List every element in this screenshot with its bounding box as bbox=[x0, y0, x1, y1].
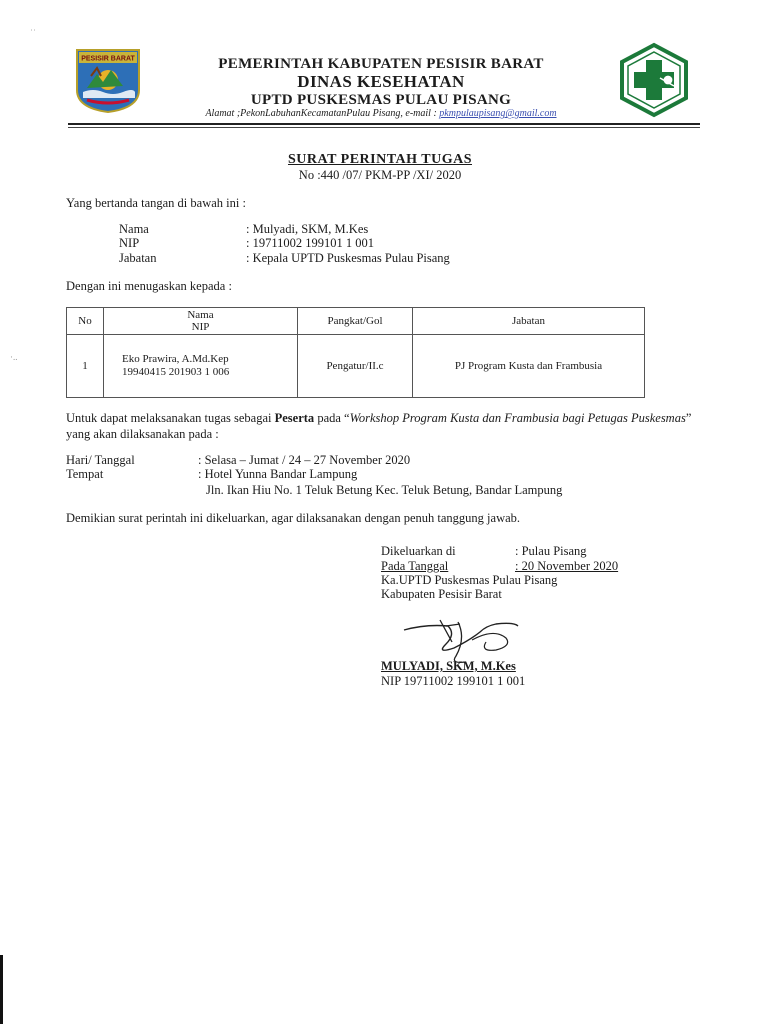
table-header-row bbox=[67, 308, 645, 335]
purpose-text-1: Untuk dapat melaksanakan tugas sebagai bbox=[66, 411, 275, 425]
cell-pangkat: Pengatur/II.c bbox=[298, 335, 413, 398]
signer-printed-nip: NIP 19711002 199101 1 001 bbox=[381, 674, 526, 688]
letterhead-rule-thick bbox=[68, 123, 700, 125]
email-link[interactable]: pkmpulaupisang@gmail.com bbox=[439, 108, 557, 119]
header-nip: NIP bbox=[191, 321, 210, 333]
purpose-text-2: pada “ bbox=[314, 411, 350, 425]
document-number: No :440 /07/ PKM-PP /XI/ 2020 bbox=[298, 168, 462, 182]
signer-name-value: : Mulyadi, SKM, M.Kes bbox=[246, 222, 369, 236]
schedule-day-label: Hari/ Tanggal bbox=[66, 453, 135, 467]
cell-no: 1 bbox=[67, 335, 104, 398]
letterhead-address bbox=[150, 108, 612, 119]
issued-at-label: Dikeluarkan di bbox=[381, 544, 456, 558]
assign-intro-text: Dengan ini menugaskan kepada : bbox=[66, 279, 232, 293]
scan-speck: ·.. bbox=[10, 352, 18, 362]
document-title: SURAT PERINTAH TUGAS bbox=[287, 152, 472, 167]
cell-nip: 19940415 201903 1 006 bbox=[122, 366, 230, 378]
intro-text: Yang bertanda tangan di bawah ini : bbox=[66, 196, 246, 210]
assignee-table bbox=[66, 307, 645, 398]
issued-date-value: : 20 November 2020 bbox=[515, 559, 619, 573]
purpose-event: Workshop Program Kusta dan Frambusia bagi Petugas Puskesmas bbox=[349, 411, 686, 425]
signer-name-label: Nama bbox=[119, 222, 149, 236]
schedule-place-label: Tempat bbox=[66, 467, 104, 481]
purpose-role: Peserta bbox=[274, 411, 315, 425]
signer-nip-label: NIP bbox=[119, 236, 140, 250]
address-text: Alamat ;PekonLabuhanKecamatanPulau Pisang, e-mail : bbox=[205, 108, 440, 119]
issuing-office: Ka.UPTD Puskesmas Pulau Pisang bbox=[381, 573, 558, 587]
closing-text: Demikian surat perintah ini dikeluarkan, agar dilaksanakan dengan penuh tanggung jawab. bbox=[66, 511, 521, 525]
pesisir-barat-emblem-icon bbox=[73, 46, 143, 114]
header-no: No bbox=[67, 308, 104, 335]
schedule-place-address: Jln. Ikan Hiu No. 1 Teluk Betung Kec. Teluk Betung, Bandar Lampung bbox=[206, 483, 563, 497]
header-nama-nip bbox=[104, 308, 298, 335]
cell-nama-nip bbox=[104, 335, 298, 398]
emblem-text: PESISIR BARAT bbox=[81, 55, 135, 63]
table-row bbox=[67, 335, 645, 398]
issued-at-value: : Pulau Pisang bbox=[515, 544, 587, 558]
scan-edge bbox=[0, 955, 3, 1024]
cell-jabatan: PJ Program Kusta dan Frambusia bbox=[413, 335, 645, 398]
cell-nama: Eko Prawira, A.Md.Kep bbox=[122, 353, 229, 365]
signer-nip-value: : 19711002 199101 1 001 bbox=[246, 236, 375, 250]
purpose-text-3: ” yang akan dilaksanakan pada : bbox=[66, 411, 692, 441]
schedule-day-value: : Selasa – Jumat / 24 – 27 November 2020 bbox=[198, 453, 411, 467]
puskesmas-logo-icon bbox=[616, 42, 692, 118]
letterhead-unit: UPTD PUSKESMAS PULAU PISANG bbox=[250, 92, 512, 108]
scan-speck: ˙˙ bbox=[30, 28, 36, 38]
issuing-regency: Kabupaten Pesisir Barat bbox=[381, 587, 502, 601]
header-jabatan: Jabatan bbox=[413, 308, 645, 335]
purpose-paragraph bbox=[66, 410, 706, 442]
signer-printed-name: MULYADI, SKM, M.Kes bbox=[381, 659, 516, 673]
letterhead-government: PEMERINTAH KABUPATEN PESISIR BARAT bbox=[218, 56, 544, 72]
letterhead-agency: DINAS KESEHATAN bbox=[297, 72, 465, 91]
issued-date-label: Pada Tanggal bbox=[381, 559, 449, 573]
schedule-place-value: : Hotel Yunna Bandar Lampung bbox=[198, 467, 358, 481]
signer-jabatan-label: Jabatan bbox=[119, 251, 157, 265]
letterhead-rule-thin bbox=[68, 127, 700, 128]
header-nama: Nama bbox=[187, 309, 214, 321]
header-pangkat: Pangkat/Gol bbox=[298, 308, 413, 335]
signer-jabatan-value: : Kepala UPTD Puskesmas Pulau Pisang bbox=[246, 251, 450, 265]
